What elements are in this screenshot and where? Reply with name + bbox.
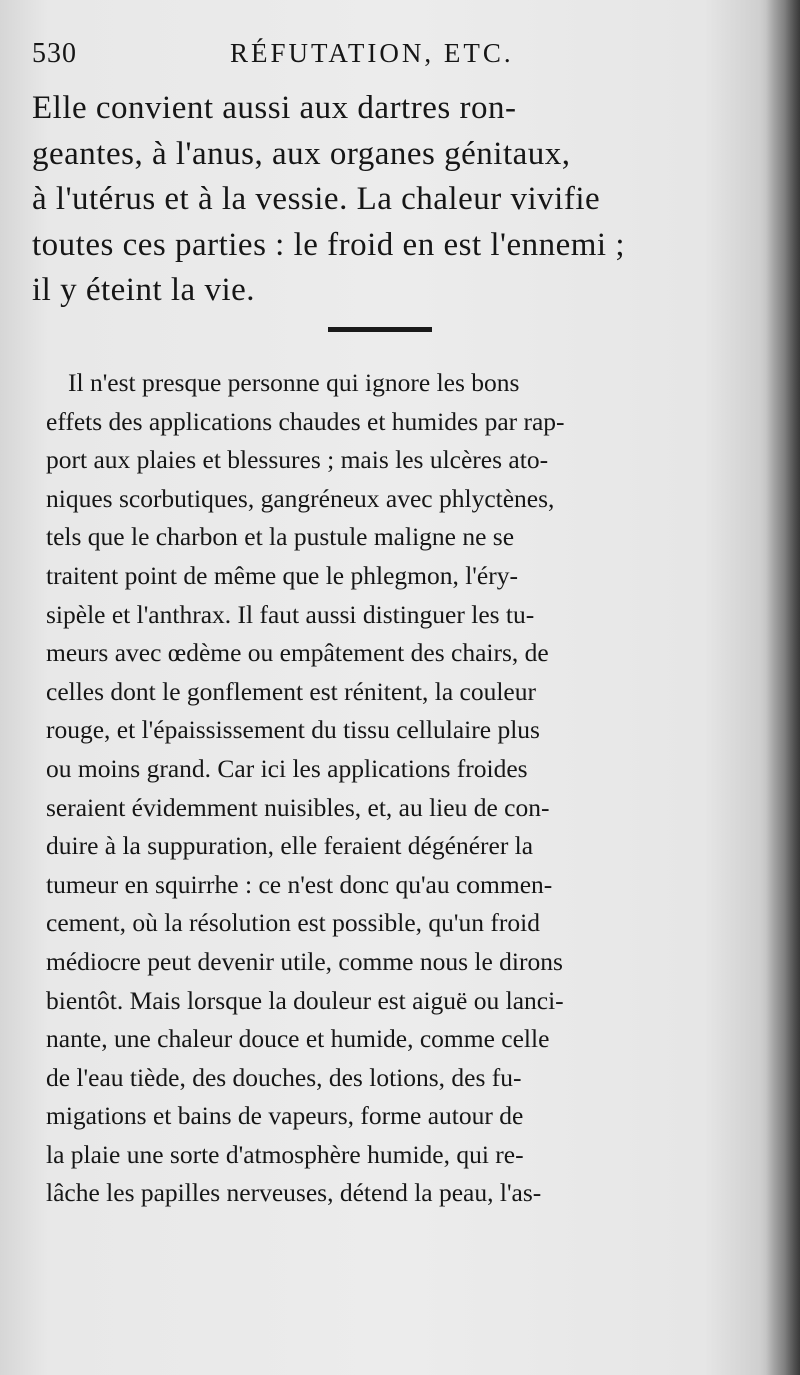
text-line: niques scorbutiques, gangréneux avec phlyctènes, xyxy=(46,483,555,513)
text-line: tumeur en squirrhe : ce n'est donc qu'au commen- xyxy=(46,869,553,899)
text-line: la plaie une sorte d'atmosphère humide, qui re- xyxy=(46,1139,524,1169)
text-line: Elle convient aussi aux dartres ron- xyxy=(32,90,517,126)
text-line: rouge, et l'épaississement du tissu cellulaire plus xyxy=(46,715,540,745)
page-edge-shadow xyxy=(766,0,800,1375)
text-line: nante, une chaleur douce et humide, comme celle xyxy=(46,1024,550,1054)
text-line: cement, où la résolution est possible, qu'un froid xyxy=(46,908,540,938)
text-line: toutes ces parties : le froid en est l'ennemi ; xyxy=(32,226,626,263)
text-line: ou moins grand. Car ici les applications froides xyxy=(46,753,528,783)
text-line: sipèle et l'anthrax. Il faut aussi distinguer les tu- xyxy=(46,599,535,629)
text-line: geantes, à l'anus, aux organes génitaux, xyxy=(32,135,571,172)
top-paragraph xyxy=(32,86,732,314)
text-line: lâche les papilles nerveuses, détend la peau, l'as- xyxy=(46,1178,542,1208)
text-line: Il n'est presque personne qui ignore les bons xyxy=(68,368,520,397)
text-line: port aux plaies et blessures ; mais les ulcères ato- xyxy=(46,445,549,475)
body-paragraph xyxy=(46,364,734,1213)
page-number: 530 xyxy=(32,38,77,69)
text-line: duire à la suppuration, elle feraient dégénérer la xyxy=(46,831,534,861)
text-line: bientôt. Mais lorsque la douleur est aiguë ou lanci- xyxy=(46,985,564,1015)
section-divider xyxy=(328,327,432,332)
text-line: de l'eau tiède, des douches, des lotions, des fu- xyxy=(46,1062,522,1092)
page-header xyxy=(32,38,732,78)
text-line: à l'utérus et à la vessie. La chaleur vivifie xyxy=(32,181,601,217)
text-line: celles dont le gonflement est rénitent, la couleur xyxy=(46,676,536,706)
running-head: RÉFUTATION, ETC. xyxy=(230,38,514,68)
text-line: meurs avec œdème ou empâtement des chairs, de xyxy=(46,638,549,668)
text-line: migations et bains de vapeurs, forme autour de xyxy=(46,1101,524,1131)
text-line: tels que le charbon et la pustule maligne ne se xyxy=(46,522,515,552)
text-line: il y éteint la vie. xyxy=(32,272,256,308)
text-line: effets des applications chaudes et humides par rap- xyxy=(46,406,565,436)
text-line: médiocre peut devenir utile, comme nous le dirons xyxy=(46,946,563,976)
text-line: seraient évidemment nuisibles, et, au lieu de con- xyxy=(46,792,550,822)
text-line: traitent point de même que le phlegmon, l'éry- xyxy=(46,560,518,590)
